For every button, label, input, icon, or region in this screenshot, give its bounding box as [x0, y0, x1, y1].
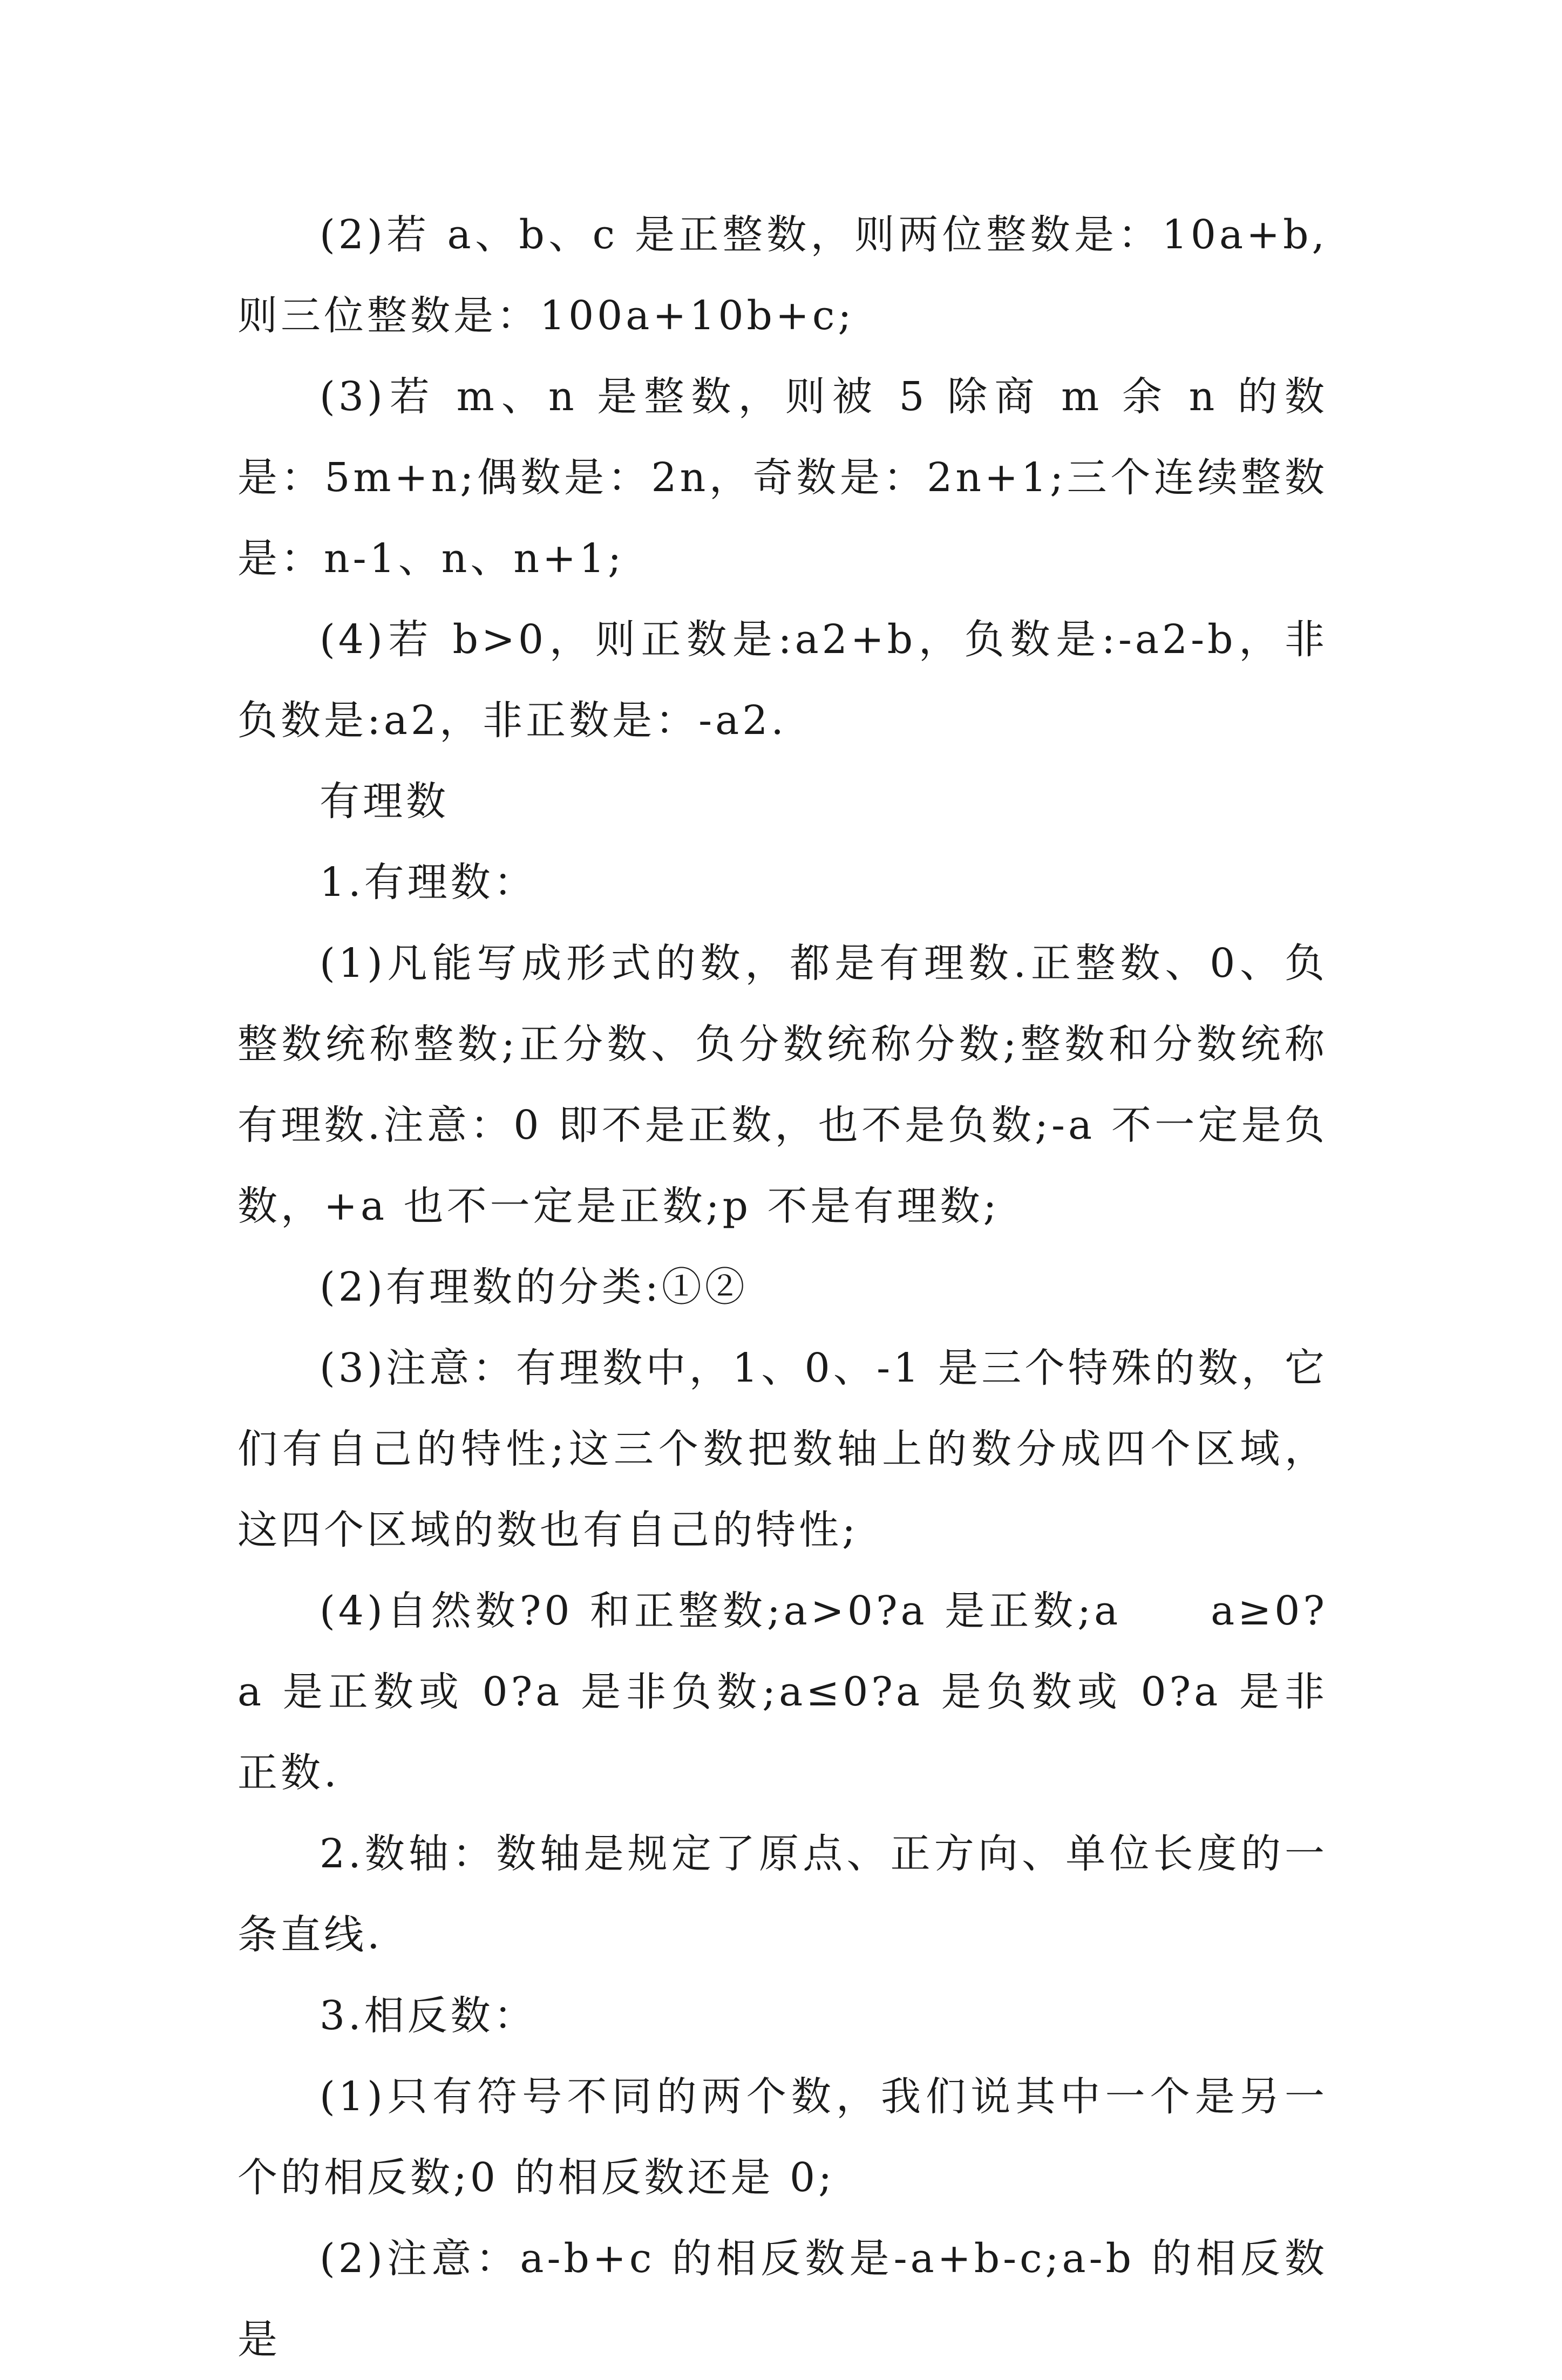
subheading-rational-numbers: 1.有理数：: [320, 859, 537, 906]
paragraph-division-even-odd: (3)若 m、n 是整数，则被 5 除商 m 余 n 的数是：5m+n;偶数是：2n，奇数是：2n+1;三个连续整数是：n-1、n、n+1;: [237, 373, 1328, 582]
paragraph-opposite-note: (2)注意：a-b+c 的相反数是-a+b-c;a-b 的相反数是: [237, 2235, 1328, 2363]
paragraph-special-numbers: (3)注意：有理数中，1、0、-1 是三个特殊的数，它们有自己的特性;这三个数把数轴上的数分成四个区域，这四个区域的数也有自己的特性;: [237, 1345, 1328, 1553]
paragraph-rational-definition: (1)凡能写成形式的数，都是有理数.正整数、0、负整数统称整数;正分数、负分数统称分数;整数和分数统称有理数.注意：0 即不是正数，也不是负数;-a 不一定是负数，+a 也不一定是正数;p 不是有理数;: [237, 940, 1328, 1229]
paragraph-opposite-definition: (1)只有符号不同的两个数，我们说其中一个是另一个的相反数;0 的相反数还是 0;: [237, 2073, 1328, 2201]
document-body: [237, 194, 1328, 2380]
section-heading-rational-numbers: 有理数: [320, 778, 449, 825]
paragraph-natural-numbers: (4)自然数?0 和正整数;a>0?a 是正数;a a≥0?a 是正数或 0?a 是非负数;a≤0?a 是负数或 0?a 是非正数.: [237, 1588, 1328, 1796]
paragraph-number-line: 2.数轴：数轴是规定了原点、正方向、单位长度的一条直线.: [237, 1831, 1328, 1958]
subheading-opposite-numbers: 3.相反数：: [320, 1993, 537, 2039]
paragraph-rational-classification: (2)有理数的分类:①②: [320, 1264, 748, 1310]
paragraph-two-three-digit-integers: (2)若 a、b、c 是正整数，则两位整数是：10a+b,则三位整数是：100a+10b+c;: [237, 212, 1328, 339]
paragraph-positive-negative-forms: (4)若 b>0，则正数是:a2+b，负数是:-a2-b，非负数是:a2，非正数是：-a2.: [237, 616, 1328, 744]
